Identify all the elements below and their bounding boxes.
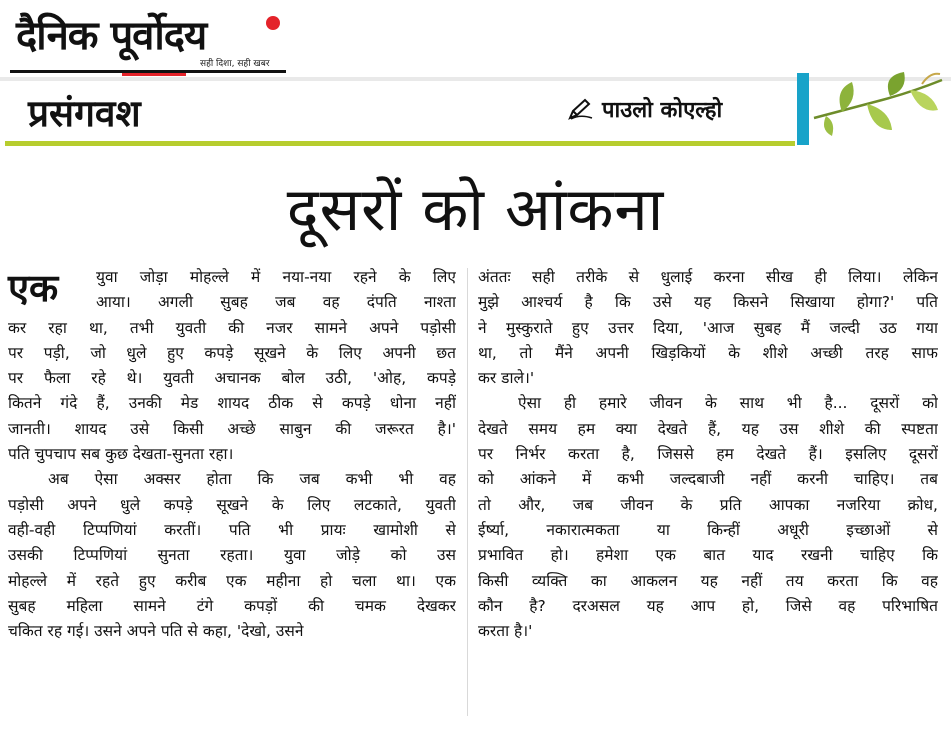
- newspaper-tagline: सही दिशा, सही खबर: [200, 59, 270, 69]
- article-line: पड़ोसी अपने धुले कपड़े सूखने के लिए लटकाते, युवती: [8, 495, 456, 514]
- article-line: मोहल्ले में रहते हुए करीब एक महीना हो चला था। एक: [8, 571, 456, 590]
- article-line: को आंकने में कभी जल्दबाजी नहीं करनी चाहिए। तब: [478, 470, 938, 489]
- article-headline: दूसरों को आंकना: [286, 175, 665, 245]
- article-line: पर पड़ी, जो धुले हुए कपड़े सूखने के लिए अपनी छत: [8, 343, 456, 362]
- article-line: ईर्ष्या, नकारात्मकता या किन्हीं अधूरी इच्छाओं से: [478, 520, 938, 539]
- pen-icon: [568, 98, 594, 120]
- article-line: किसी व्यक्ति का आकलन यह नहीं तय करता कि वह: [478, 571, 938, 590]
- article-line: अब ऐसा अक्सर होता कि जब कभी भी वह: [48, 470, 456, 489]
- column-divider: [467, 268, 468, 716]
- article-line: वही-वही टिप्पणियां करतीं। पति भी प्रायः खामोशी से: [8, 520, 456, 539]
- masthead-red-strip: [122, 73, 186, 76]
- leaf-branch-icon: [812, 70, 944, 140]
- article-line: था, तो मैंने अपनी खिड़कियों के शीशे अच्छी तरह साफ: [478, 343, 938, 362]
- article-line: आया। अगली सुबह जब वह दंपति नाश्ता: [96, 293, 456, 312]
- article-line: करता है।': [478, 622, 533, 641]
- newspaper-name: दैनिक पूर्वोदय: [16, 12, 207, 59]
- article-line: कर डाले।': [478, 369, 535, 388]
- article-line: मुझे आश्चर्य है कि उसे यह किसने सिखाया होगा?' पति: [478, 293, 938, 312]
- article-line: जानती। शायद उसे किसी अच्छे साबुन की जरूरत है।': [8, 419, 456, 438]
- article-line: उसकी टिप्पणियां सुनता रहता। युवा जोड़े को उस: [8, 546, 456, 565]
- masthead: [10, 6, 286, 72]
- article-line: पर फैला रहे थे। युवती अचानक बोल उठी, 'ओह, कपड़े: [8, 369, 456, 388]
- article-column-left: [8, 265, 456, 644]
- author-name: पाउलो कोएल्हो: [602, 98, 723, 123]
- article-line: पर निर्भर करता है, जिससे हम देखते हैं। इसलिए दूसरों: [478, 445, 938, 464]
- logo-dot-icon: [266, 16, 280, 30]
- article-line: कौन है? दरअसल यह आप हो, जिसे वह परिभाषित: [478, 596, 938, 615]
- author-byline: [568, 92, 722, 126]
- article-column-right: [478, 265, 938, 644]
- blue-vertical-bar: [797, 73, 809, 145]
- drop-cap: एक: [8, 266, 59, 310]
- article-line: ने मुस्कुराते हुए उत्तर दिया, 'आज सुबह मैं जल्दी उठ गया: [478, 318, 938, 337]
- article-line: युवा जोड़ा मोहल्ले में नया-नया रहने के लिए: [96, 268, 456, 286]
- article-line: देखते समय हम क्या देखते हैं, यह उस शीशे की स्पष्टता: [478, 419, 938, 438]
- article-line: पति चुपचाप सब कुछ देखता-सुनता रहा।: [8, 445, 234, 464]
- article-line: अंततः सही तरीके से धुलाई करना सीख ही लिया। लेकिन: [478, 268, 938, 286]
- article-line: कितने गंदे हैं, उनकी मेड शायद ठीक से कपड़े धोना नहीं: [8, 394, 456, 413]
- article-line: चकित रह गई। उसने अपने पति से कहा, 'देखो, उसने: [8, 622, 304, 641]
- article-line: कर रहा था, तभी युवती की नजर सामने अपने पड़ोसी: [8, 318, 456, 337]
- article-line: प्रभावित हो। हमेशा एक बात याद रखनी चाहिए कि: [478, 546, 938, 565]
- column-title: प्रसंगवश: [28, 92, 141, 135]
- green-rule: [5, 141, 795, 146]
- article-line: सुबह महिला सामने टंगे कपड़ों की चमक देखकर: [8, 596, 456, 615]
- article-line: ऐसा ही हमारे जीवन के साथ भी है... दूसरों को: [518, 394, 938, 413]
- article-line: तो और, जब जीवन के प्रति आपका नजरिया क्रोध,: [478, 495, 938, 514]
